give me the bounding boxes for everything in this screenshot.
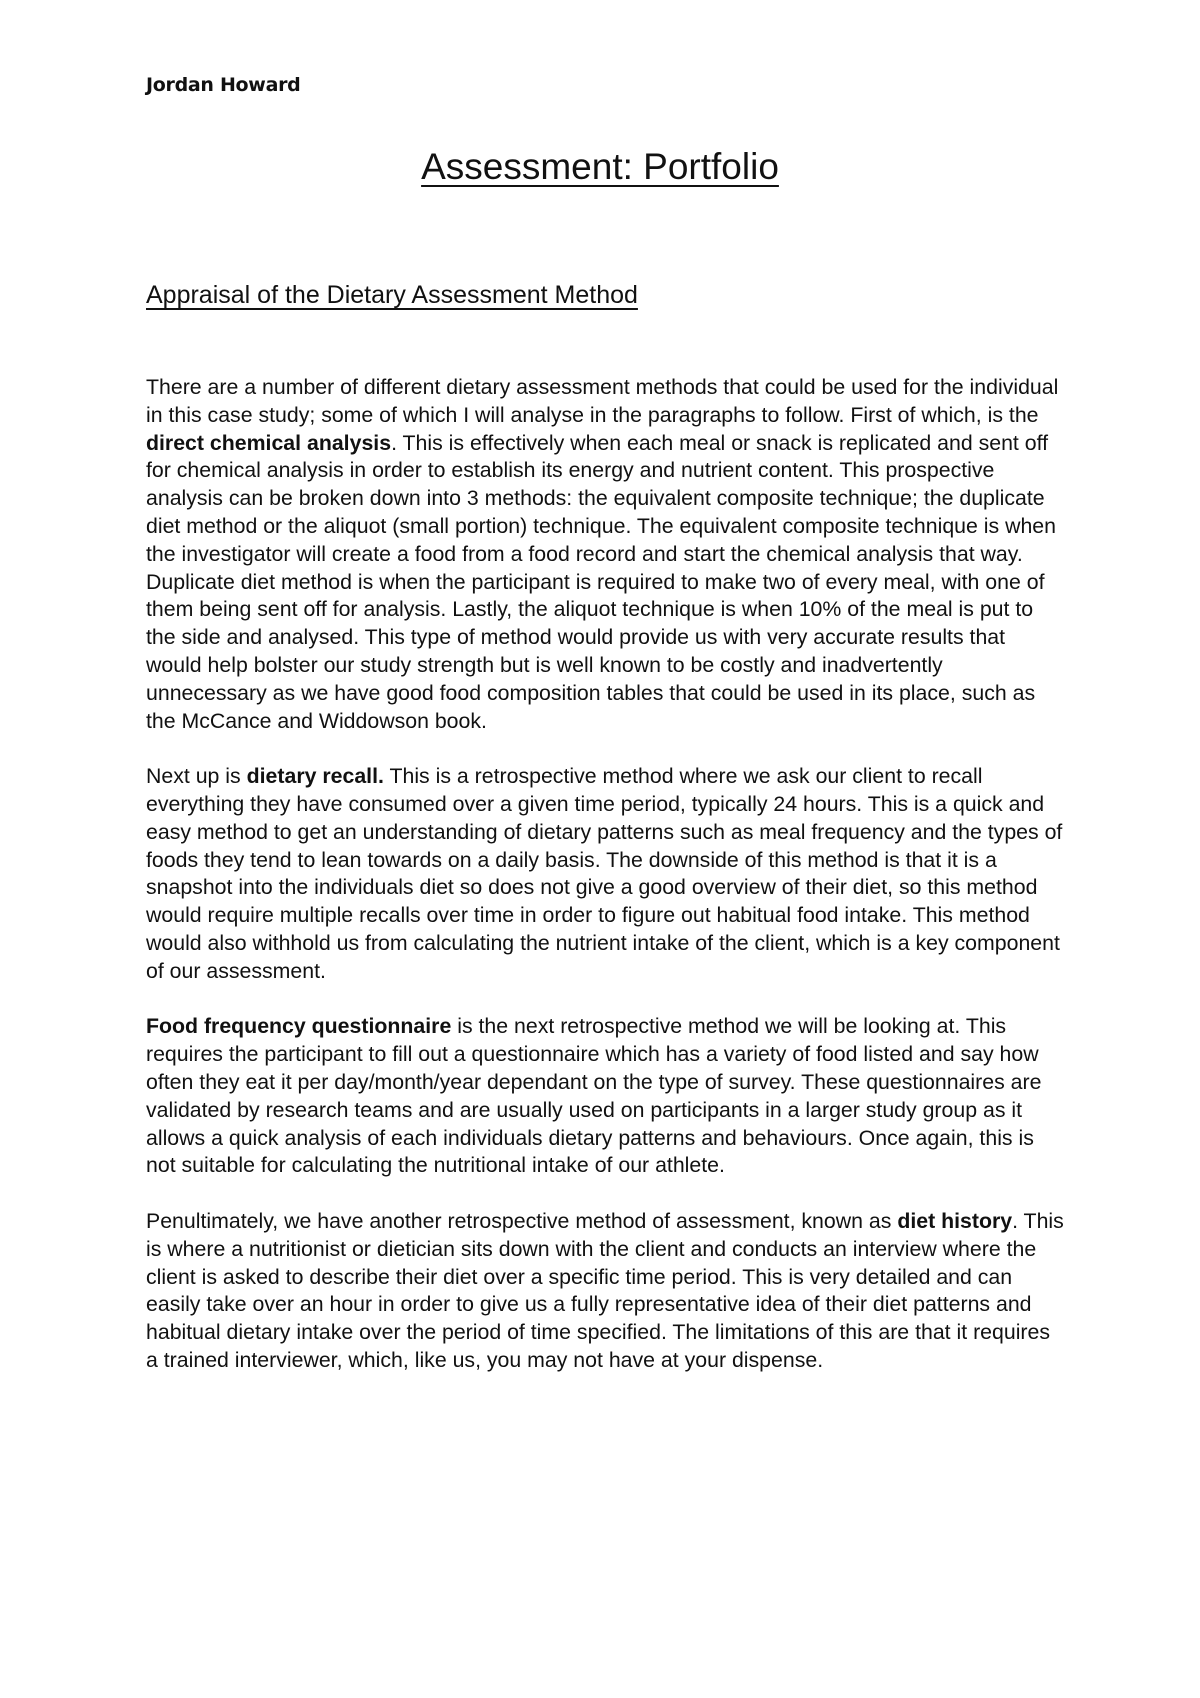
paragraph-text: Next up is: [146, 764, 247, 789]
section-heading: Appraisal of the Dietary Assessment Method: [146, 281, 638, 309]
paragraph-diet-history: [146, 1208, 1066, 1375]
paragraph-text: Penultimately, we have another retrospective method of assessment, known as: [146, 1208, 898, 1233]
paragraph-text: There are a number of different dietary assessment methods that could be used for the individual in this case study; some of which I will analyse in the paragraphs to follow. First of which, is the: [146, 375, 1059, 427]
paragraph-text: This is a retrospective method where we ask our client to recall everything they have consumed over a given time period, typically 24 hours. This is a quick and easy method to get an understanding of dietary patterns such as meal frequency and the types of foods they tend to lean towards on a daily basis. The downside of this method is that it is a snapshot into the individuals diet so does not give a good overview of their diet, so this method would require multiple recalls over time in order to figure out habitual food intake. This method would also withhold us from calculating the nutrient intake of the client, which is a key component of our assessment.: [146, 764, 1063, 983]
paragraph-direct-chemical-analysis: [146, 374, 1066, 735]
bold-term: direct chemical analysis: [146, 430, 392, 455]
paragraph-dietary-recall: [146, 763, 1066, 985]
document-body: [146, 374, 1066, 1402]
bold-term: Food frequency questionnaire: [146, 1014, 452, 1039]
page-title: Assessment: Portfolio: [421, 146, 779, 187]
author-name: Jordan Howard: [146, 74, 301, 96]
bold-term: diet history: [897, 1208, 1013, 1233]
paragraph-food-frequency-questionnaire: [146, 1013, 1066, 1180]
bold-term: dietary recall.: [246, 764, 384, 789]
paragraph-text: . This is where a nutritionist or dietician sits down with the client and conducts an interview where the client is asked to describe their diet over a specific time period. This is very detailed and can easily take over an hour in order to give us a fully representative idea of their diet patterns and habitual dietary intake over the period of time specified. The limitations of this are that it requires a trained interviewer, which, like us, you may not have at your dispense.: [146, 1208, 1064, 1372]
paragraph-text: is the next retrospective method we will be looking at. This requires the participant to fill out a questionnaire which has a variety of food listed and say how often they eat it per day/month/year dependant on the type of survey. These questionnaires are validated by research teams and are usually used on participants in a larger study group as it allows a quick analysis of each individuals dietary patterns and behaviours. Once again, this is not suitable for calculating the nutritional intake of our athlete.: [146, 1014, 1042, 1178]
paragraph-text: . This is effectively when each meal or snack is replicated and sent off for chemical analysis in order to establish its energy and nutrient content. This prospective analysis can be broken down into 3 methods: the equivalent composite technique; the duplicate diet method or the aliquot (small portion) technique. The equivalent composite technique is when the investigator will create a food from a food record and start the chemical analysis that way. Duplicate diet method is when the participant is required to make two of every meal, with one of them being sent off for analysis. Lastly, the aliquot technique is when 10% of the meal is put to the side and analysed. This type of method would provide us with very accurate results that would help bolster our study strength but is well known to be costly and inadvertently unnecessary as we have good food composition tables that could be used in its place, such as the McCance and Widdowson book.: [146, 430, 1056, 733]
